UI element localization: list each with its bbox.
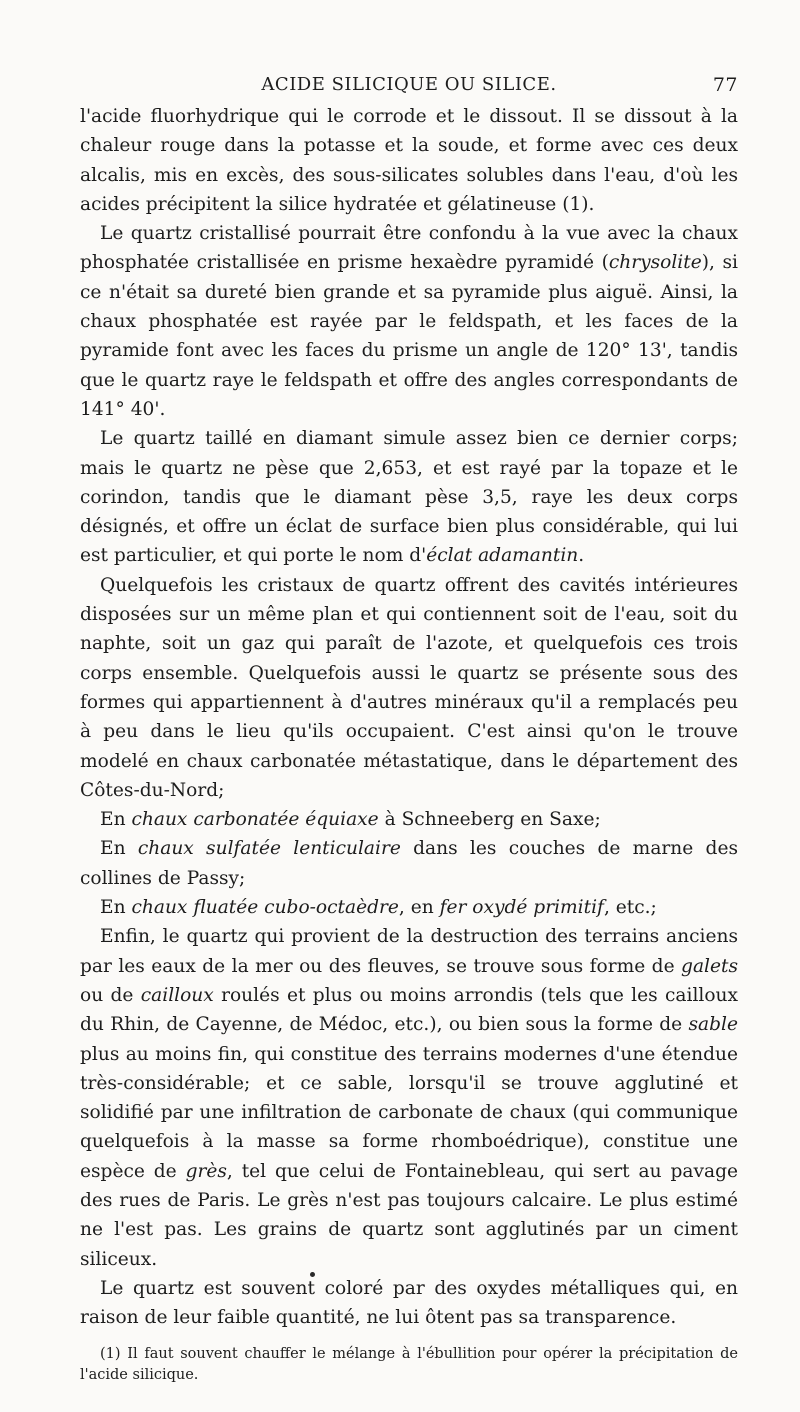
paragraph-9: Le quartz est souvent coloré par des oxydes métalliques qui, en raison de leur faible quantité, ne lui ôtent pas sa transparence.	[80, 1277, 738, 1329]
paragraph-7: En chaux fluatée cubo-octaèdre, en fer oxydé primitif, etc.;	[100, 897, 657, 919]
paragraph-1: l'acide fluorhydrique qui le corrode et le dissout. Il se dissout à la chaleur rouge dans la potasse et la soude, et forme avec ces deux alcalis, mis en excès, des sous-silicates solubles dans l'eau, d'où les acides précipitent la silice hydratée et gélatineuse (1).	[80, 106, 738, 215]
paragraph-2: Le quartz cristallisé pourrait être confondu à la vue avec la chaux phosphatée cristallisée en prisme hexaèdre pyramidé (chrysolite), si ce n'était sa dureté bien grande et sa pyramide plus aiguë. Ainsi, la chaux phosphatée est rayée par le feldspath, et les faces de la pyramide font avec les faces du prisme un angle de 120° 13', tandis que le quartz raye le feldspath et offre des angles correspondants de 141° 40'.	[80, 223, 738, 420]
running-title: ACIDE SILICIQUE OU SILICE.	[261, 74, 557, 95]
page-number: 77	[712, 74, 738, 96]
paragraph-3: Le quartz taillé en diamant simule assez bien ce dernier corps; mais le quartz ne pèse que 2,653, et est rayé par la topaze et le corindon, tandis que le diamant pèse 3,5, raye les deux corps désignés, et offre un éclat de surface bien plus considérable, qui lui est particulier, et qui porte le nom d'éclat adamantin.	[80, 428, 738, 567]
footnote-separator-dot	[310, 1272, 315, 1277]
page-body	[80, 102, 738, 1332]
book-page	[80, 66, 738, 1386]
footnote: (1) Il faut souvent chauffer le mélange à l'ébullition pour opérer la précipitation de l'acide silicique.	[80, 1346, 738, 1384]
paragraph-6: En chaux sulfatée lenticulaire dans les couches de marne des collines de Passy;	[80, 838, 738, 889]
paragraph-5: En chaux carbonatée équiaxe à Schneeberg en Saxe;	[100, 809, 601, 831]
page-header	[80, 66, 738, 102]
paragraph-4: Quelquefois les cristaux de quartz offrent des cavités intérieures disposées sur un même plan et qui contiennent soit de l'eau, soit du naphte, soit un gaz qui paraît de l'azote, et quelquefois ces trois corps ensemble. Quelquefois aussi le quartz se présente sous des formes qui appartiennent à d'autres minéraux qu'il a remplacés peu à peu dans le lieu qu'ils occupaient. C'est ainsi qu'on le trouve modelé en chaux carbonatée métastatique, dans le département des Côtes-du-Nord;	[80, 574, 738, 801]
paragraph-8: Enfin, le quartz qui provient de la destruction des terrains anciens par les eaux de la mer ou des fleuves, se trouve sous forme de galets ou de cailloux roulés et plus ou moins arrondis (tels que les cailloux du Rhin, de Cayenne, de Médoc, etc.), ou bien sous la forme de sable plus au moins fin, qui constitue des terrains modernes d'une étendue très-considérable; et ce sable, lorsqu'il se trouve agglutiné et solidifié par une infiltration de carbonate de chaux (qui communique quelquefois à la masse sa forme rhomboédrique), constitue une espèce de grès, tel que celui de Fontainebleau, qui sert au pavage des rues de Paris. Le grès n'est pas toujours calcaire. Le plus estimé ne l'est pas. Les grains de quartz sont agglutinés par un ciment siliceux.	[80, 926, 739, 1270]
